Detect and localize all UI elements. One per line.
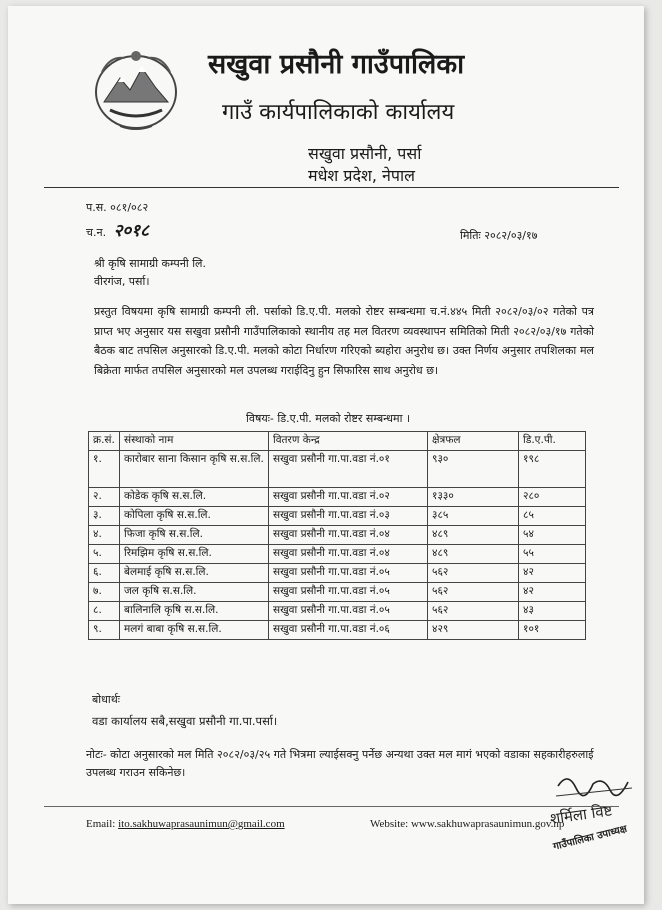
cell-dap: ५५: [519, 545, 586, 564]
cell-serial: ५.: [89, 545, 120, 564]
cell-org-name: कारोबार साना किसान कृषि स.स.लि.: [120, 451, 269, 488]
recipient-address: वीरगंज, पर्सा।: [94, 275, 150, 288]
cell-dap: ४३: [519, 602, 586, 621]
cell-area: ५६२: [428, 564, 519, 583]
cell-org-name: रिमझिम कृषि स.स.लि.: [120, 545, 269, 564]
cell-area: ४८९: [428, 526, 519, 545]
nepal-emblem-icon: [90, 42, 182, 134]
cell-center: सखुवा प्रसौनी गा.पा.वडा नं.०६: [269, 621, 428, 640]
cell-center: सखुवा प्रसौनी गा.पा.वडा नं.०४: [269, 526, 428, 545]
table-row: [89, 602, 586, 621]
table-row: [89, 526, 586, 545]
dispatch-number: २०१८: [113, 221, 149, 241]
cell-serial: १.: [89, 451, 120, 488]
table-row: [89, 488, 586, 507]
cell-center: सखुवा प्रसौनी गा.पा.वडा नं.०१: [269, 451, 428, 488]
table-header-row: [89, 432, 586, 451]
location-line-1: सखुवा प्रसौनी, पर्सा: [308, 144, 422, 163]
table-row: [89, 583, 586, 602]
letter-subject: विषयः- डि.ए.पी. मलको रोष्टर सम्बन्धमा ।: [246, 412, 411, 425]
cell-area: ५६२: [428, 602, 519, 621]
cell-org-name: मलगं बाबा कृषि स.स.लि.: [120, 621, 269, 640]
cell-dap: ८५: [519, 507, 586, 526]
header-dap: डि.ए.पी.: [519, 432, 586, 451]
website-label: Website:: [370, 818, 409, 830]
cell-center: सखुवा प्रसौनी गा.पा.वडा नं.०२: [269, 488, 428, 507]
website-link[interactable]: www.sakhuwaprasaunimun.gov.np: [410, 818, 565, 830]
cell-dap: ५४: [519, 526, 586, 545]
cell-dap: १०१: [519, 621, 586, 640]
table-row: [89, 621, 586, 640]
cell-org-name: बेलमाई कृषि स.स.लि.: [120, 564, 269, 583]
cell-dap: १९८: [519, 451, 586, 488]
cell-dap: ४२: [519, 564, 586, 583]
cell-area: ३८५: [428, 507, 519, 526]
cell-area: ५६२: [428, 583, 519, 602]
office-name: गाउँ कार्यपालिकाको कार्यालय: [222, 100, 455, 125]
table-row: [89, 507, 586, 526]
table-row: [89, 545, 586, 564]
email-link[interactable]: ito.sakhuwaprasaunimun@gmail.com: [118, 818, 285, 830]
footer-divider: [44, 806, 619, 807]
cell-area: १३३०: [428, 488, 519, 507]
cell-area: ४८९: [428, 545, 519, 564]
cell-dap: २८०: [519, 488, 586, 507]
recipient-name: श्री कृषि सामाग्री कम्पनी लि.: [94, 257, 207, 270]
cell-org-name: जल कृषि स.स.लि.: [120, 583, 269, 602]
table-row: [89, 564, 586, 583]
cell-org-name: बालिनालि कृषि स.स.लि.: [120, 602, 269, 621]
cell-center: सखुवा प्रसौनी गा.पा.वडा नं.०३: [269, 507, 428, 526]
cc-text: वडा कार्यालय सबै,सखुवा प्रसौनी गा.पा.पर्सा।: [92, 714, 278, 728]
cell-serial: ३.: [89, 507, 120, 526]
footer-email: [86, 818, 285, 830]
cell-dap: ४२: [519, 583, 586, 602]
table-row: [89, 451, 586, 488]
header-area: क्षेत्रफल: [428, 432, 519, 451]
signature-name: शर्मिला विष्ट: [548, 801, 614, 828]
letter-note: नोटः- कोटा अनुसारको मल मिति २०८२/०३/२५ गते भित्रमा ल्याईसक्नु पर्नेछ अन्यथा उक्त मल मागं भएको वडाका सहकारीहरुलाई उपलब्ध गराउन सकिनेछ।: [86, 748, 594, 779]
letter-date: मितिः २०८२/०३/१७: [460, 229, 538, 242]
header-org-name: संस्थाको नाम: [120, 432, 269, 451]
cell-org-name: कोडेक कृषि स.स.लि.: [120, 488, 269, 507]
dispatch-label: च.न.: [86, 226, 107, 239]
letter-page: [8, 6, 644, 904]
signature-title: गाउँपालिका उपाध्यक्ष: [552, 823, 629, 853]
reference-number: प.स. ०८१/०८२: [86, 201, 149, 214]
cell-center: सखुवा प्रसौनी गा.पा.वडा नं.०५: [269, 564, 428, 583]
cell-org-name: फिजा कृषि स.स.लि.: [120, 526, 269, 545]
location-line-2: मधेश प्रदेश, नेपाल: [308, 166, 415, 185]
cell-serial: ४.: [89, 526, 120, 545]
cc-label: बोधार्थः: [92, 693, 120, 706]
cell-serial: ६.: [89, 564, 120, 583]
cell-area: ४२९: [428, 621, 519, 640]
cell-serial: ८.: [89, 602, 120, 621]
footer-website: [370, 818, 564, 830]
letter-body: प्रस्तुत विषयमा कृषि सामाग्री कम्पनी ली. पर्साको डि.ए.पी. मलको रोष्टर सम्बन्धमा च.नं.४४५ मिती २०८२/०३/०२ गतेको पत्र प्राप्त भए अनुसार यस सखुवा प्रसौनी गाउँपालिकाको स्थानीय तह मल वितरण व्यवस्थापन समितिको मिती २०८२/०३/१७ गतेको बैठक बाट तपसिल अनुसारको डि.ए.पी. मलको कोटा निर्धारण गरिएको ब्यहोरा अनुरोध छ। उक्त निर्णय अनुसार तपशिलका मल बिक्रेता मार्फत तपसिल अनुसारको मल उपलब्ध गराईदिनु हुन सिफारिस साथ अनुरोध छ।: [94, 305, 594, 377]
cell-center: सखुवा प्रसौनी गा.पा.वडा नं.०५: [269, 583, 428, 602]
signature-stamp: [548, 766, 638, 856]
cell-area: ९३०: [428, 451, 519, 488]
cell-serial: ९.: [89, 621, 120, 640]
header-divider: [44, 187, 619, 188]
cell-serial: ७.: [89, 583, 120, 602]
cell-center: सखुवा प्रसौनी गा.पा.वडा नं.०५: [269, 602, 428, 621]
header-serial: क्र.सं.: [89, 432, 120, 451]
email-label: Email:: [86, 818, 116, 830]
org-name: सखुवा प्रसौनी गाउँपालिका: [208, 49, 465, 80]
dispatch-number-line: [86, 218, 149, 241]
cell-center: सखुवा प्रसौनी गा.पा.वडा नं.०४: [269, 545, 428, 564]
cell-serial: २.: [89, 488, 120, 507]
distribution-table: [88, 431, 586, 640]
header-distribution-center: वितरण केन्द्र: [269, 432, 428, 451]
cell-org-name: कोपिला कृषि स.स.लि.: [120, 507, 269, 526]
